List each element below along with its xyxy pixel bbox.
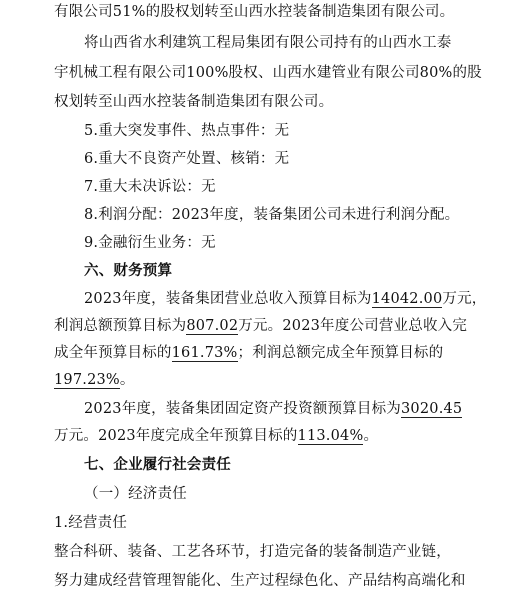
text-segment: 有限公司51%的股权划转至山西水控装备制造集团有限公司。 bbox=[54, 4, 455, 20]
text-segment: 七、企业履行社会责任 bbox=[84, 456, 231, 473]
text-segment: 将山西省水利建筑工程局集团有限公司持有的山西水工泰 bbox=[84, 35, 452, 51]
paragraph-line-integration bbox=[54, 542, 451, 562]
list-item-8 bbox=[84, 205, 459, 225]
text-segment: 5.重大突发事件、热点事件：无 bbox=[84, 123, 290, 139]
paragraph-line-1 bbox=[54, 2, 454, 22]
section-heading-finance-budget bbox=[84, 261, 172, 281]
paragraph-line-profit bbox=[54, 316, 467, 336]
underlined-value: 161.73% bbox=[171, 345, 238, 361]
text-segment: 万元。2023年度公司营业总收入完 bbox=[238, 318, 468, 334]
paragraph-line-2 bbox=[84, 33, 452, 53]
text-segment: 2023年度，装备集团固定资产投资额预算目标为 bbox=[84, 401, 401, 417]
underlined-value: 113.04% bbox=[297, 428, 364, 444]
paragraph-line-3 bbox=[54, 63, 482, 83]
text-segment: 9.金融衍生业务：无 bbox=[84, 235, 216, 251]
text-segment: 。 bbox=[363, 428, 379, 444]
text-segment: 1.经营责任 bbox=[54, 515, 128, 531]
paragraph-line-investment-completion bbox=[54, 426, 378, 446]
underlined-value: 3020.45 bbox=[401, 401, 463, 417]
text-segment: ；利润总额完成全年预算目标的 bbox=[237, 345, 444, 361]
paragraph-line-goals bbox=[54, 571, 466, 591]
text-segment: 六、财务预算 bbox=[84, 262, 173, 279]
underlined-value: 14042.00 bbox=[371, 291, 443, 307]
paragraph-line-completion bbox=[54, 343, 443, 363]
list-item-9 bbox=[84, 233, 216, 253]
paragraph-line-investment bbox=[84, 399, 462, 419]
list-item-7 bbox=[84, 177, 216, 197]
text-segment: 6.重大不良资产处置、核销：无 bbox=[84, 151, 290, 167]
subsection-heading-economic bbox=[84, 484, 187, 504]
underlined-value: 197.23% bbox=[54, 372, 120, 388]
text-segment: 利润总额预算目标为 bbox=[54, 318, 187, 334]
text-segment: 2023年度，装备集团营业总收入预算目标为 bbox=[84, 291, 372, 307]
text-segment: 整合科研、装备、工艺各环节，打造完备的装备制造产业链， bbox=[54, 544, 451, 560]
paragraph-line-profit-completion bbox=[54, 370, 135, 390]
text-segment: 万元。2023年度完成全年预算目标的 bbox=[54, 428, 298, 444]
text-segment: 努力建成经营管理智能化、生产过程绿色化、产品结构高端化和 bbox=[54, 573, 466, 589]
text-segment: 宇机械工程有限公司100%股权、山西水建管业有限公司80%的股 bbox=[54, 65, 482, 81]
text-segment: 7.重大未决诉讼：无 bbox=[84, 179, 216, 195]
list-item-6 bbox=[84, 149, 289, 169]
paragraph-line-revenue bbox=[84, 289, 487, 309]
paragraph-line-4 bbox=[54, 92, 333, 112]
list-item-5 bbox=[84, 121, 289, 141]
text-segment: 成全年预算目标的 bbox=[54, 345, 172, 361]
text-segment: 万元， bbox=[442, 291, 487, 307]
underlined-value: 807.02 bbox=[186, 318, 239, 334]
text-segment: 8.利润分配：2023年度，装备集团公司未进行利润分配。 bbox=[84, 207, 460, 223]
subsection-heading-operation bbox=[54, 513, 127, 533]
text-segment: 权划转至山西水控装备制造集团有限公司。 bbox=[54, 94, 334, 110]
text-segment: （一）经济责任 bbox=[84, 486, 187, 502]
section-heading-social-responsibility bbox=[84, 455, 231, 475]
text-segment: 。 bbox=[119, 372, 135, 388]
